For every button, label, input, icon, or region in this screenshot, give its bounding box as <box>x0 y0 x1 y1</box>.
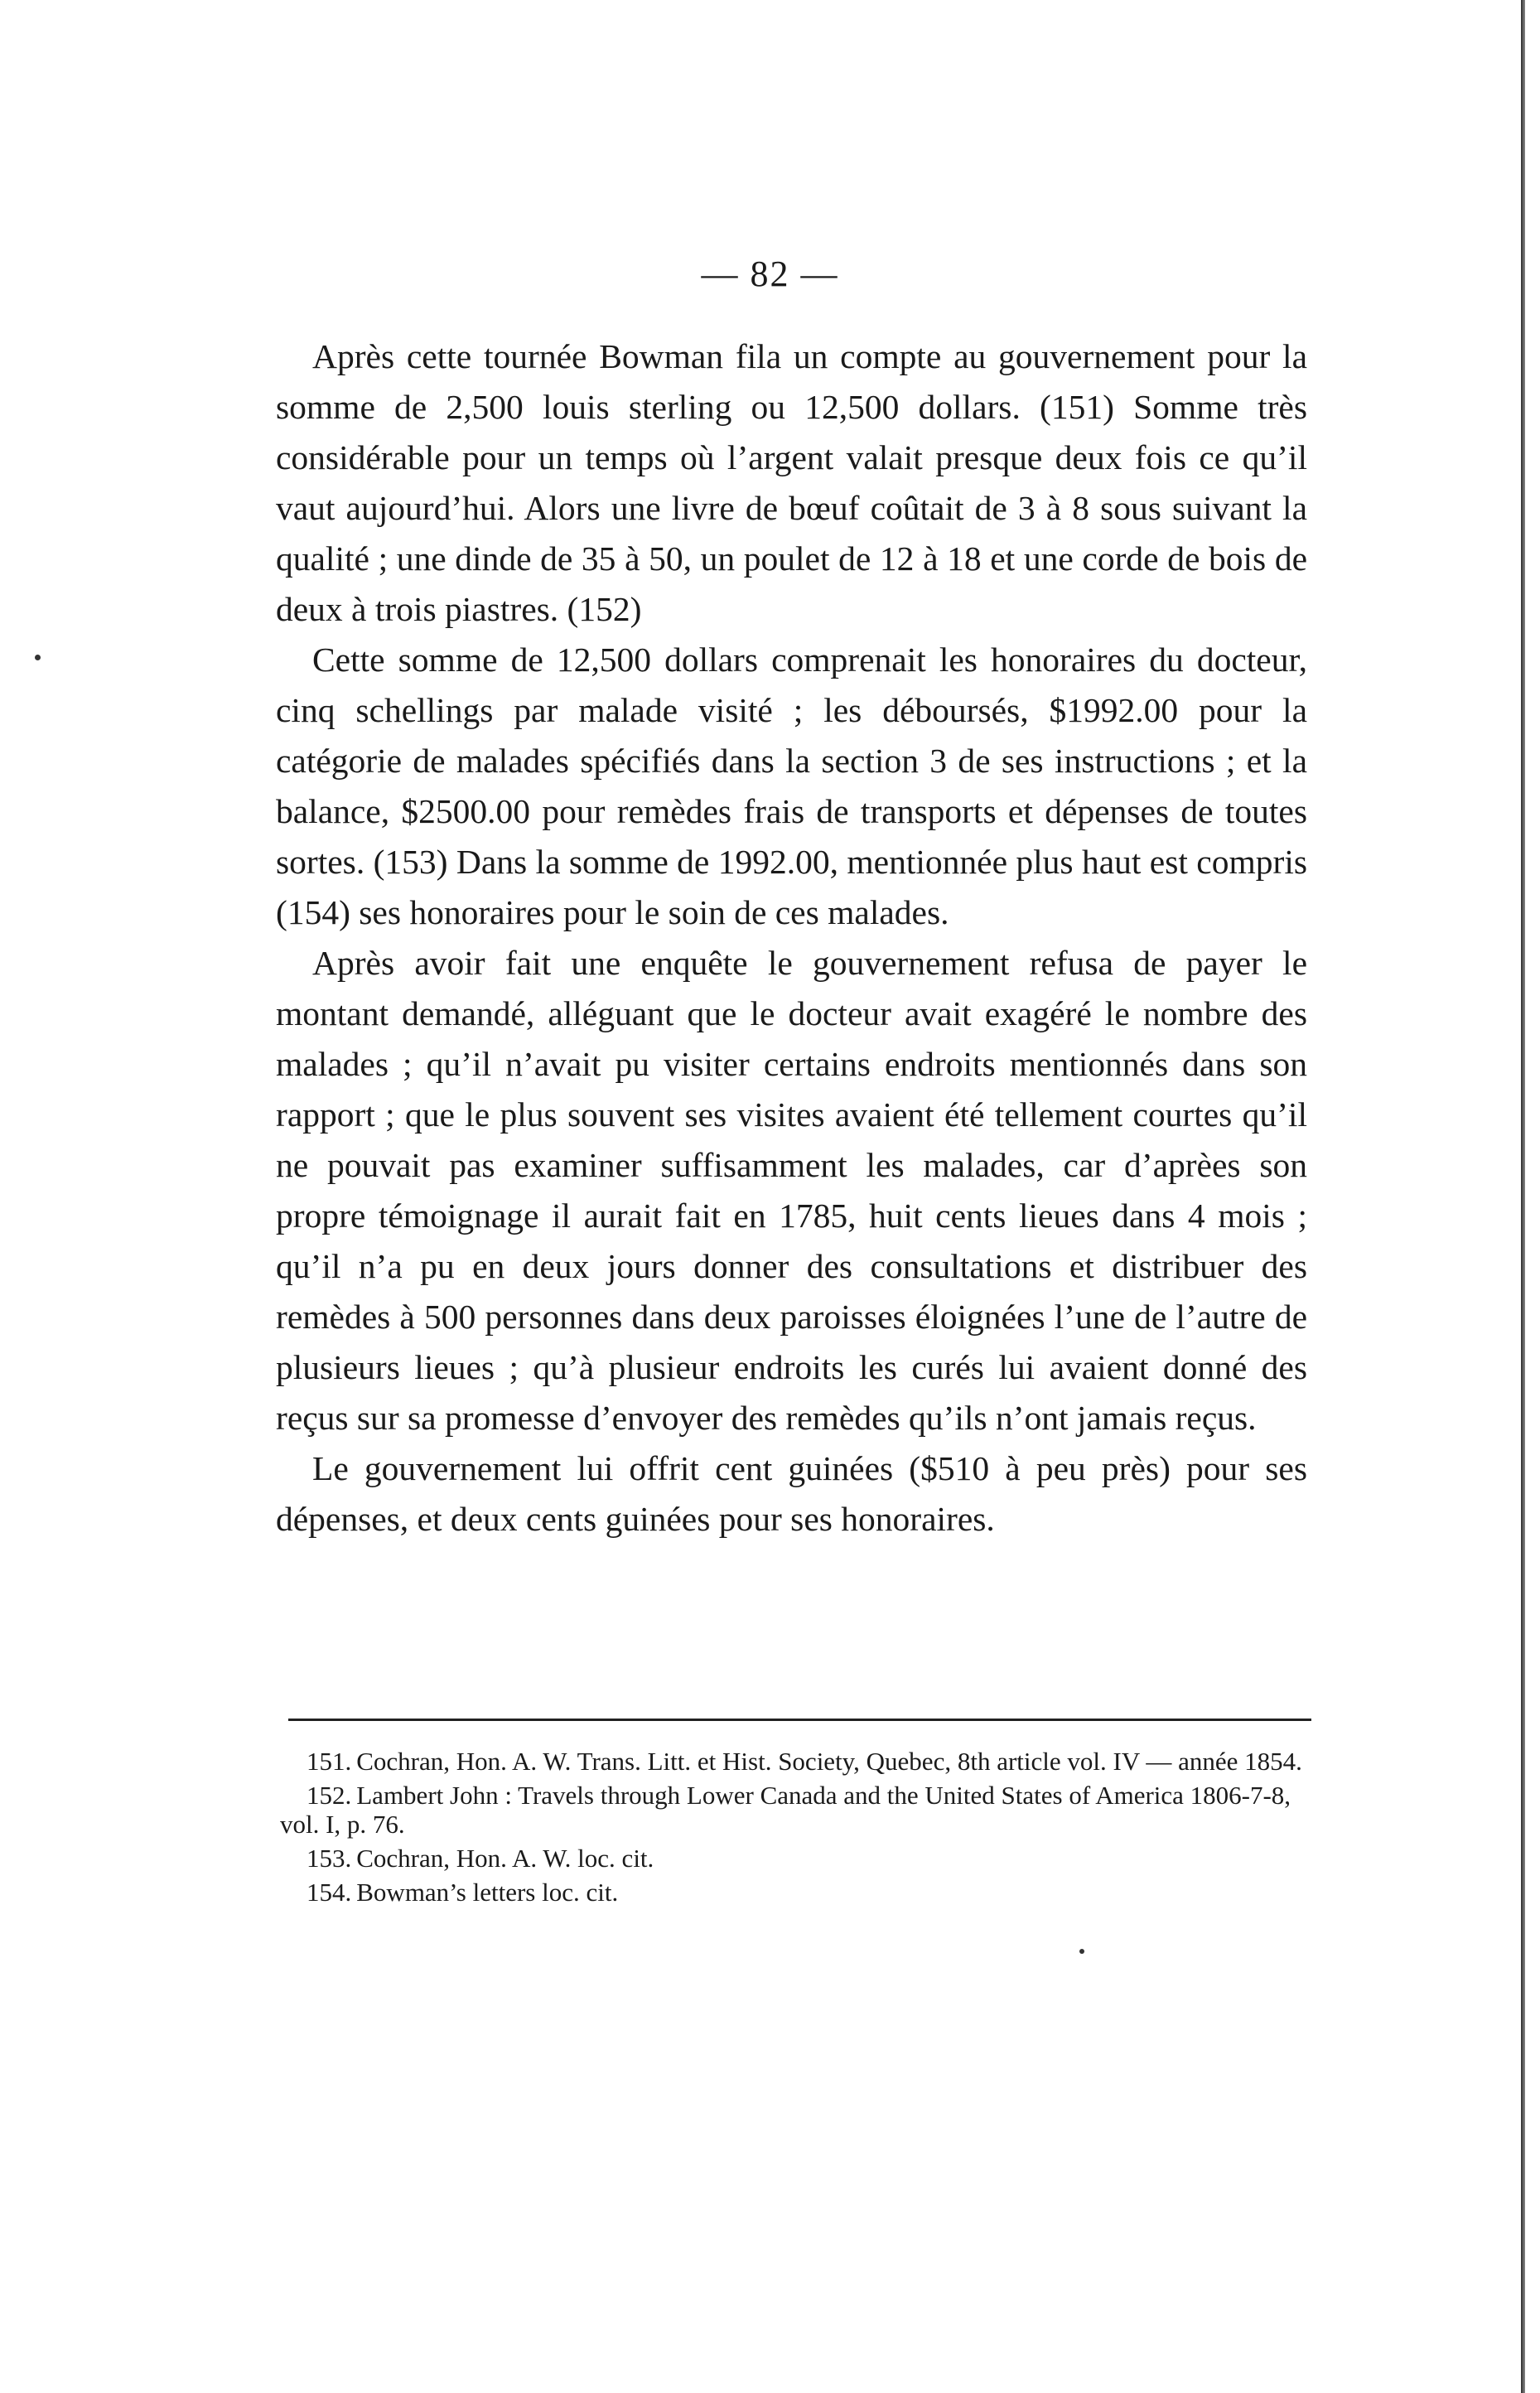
body-text <box>276 331 1307 1545</box>
footnote <box>280 1781 1311 1839</box>
footnote-number: 154. <box>307 1878 352 1907</box>
page-number: — 82 — <box>701 254 839 294</box>
footnote-number: 151. <box>307 1747 352 1776</box>
footnote-text: Cochran, Hon. A. W. Trans. Litt. et Hist. Society, Quebec, 8th article vol. IV — année 1854. <box>356 1747 1302 1776</box>
footnote-number: 153. <box>307 1844 352 1873</box>
paragraph: Le gouvernement lui offrit cent guinées ($510 à peu près) pour ses dépenses, et deux cents guinées pour ses honoraires. <box>276 1449 1307 1538</box>
paragraph: Après avoir fait une enquête le gouvernement refusa de payer le montant demandé, alléguant que le docteur avait exagéré le nombre des malades ; qu’il n’avait pu visiter certains endroits mentionnés dans son rapport ; que le plus souvent ses visites avaient été tellement courtes qu’il ne pouvait pas examiner suffisamment les malades, car d’aprèes son propre témoignage il aurait fait en 1785, huit cents lieues dans 4 mois ; qu’il n’a pu en deux jours donner des consultations et distribuer des remèdes à 500 personnes dans deux paroisses éloignées l’une de l’autre de plusieurs lieues ; qu’à plusieur endroits les curés lui avaient donné des reçus sur sa promesse d’envoyer des remèdes qu’ils n’ont jamais reçus. <box>276 944 1307 1437</box>
footnote-divider <box>288 1719 1311 1721</box>
paragraph: Après cette tournée Bowman fila un compte au gouvernement pour la somme de 2,500 louis sterling ou 12,500 dollars. (151) Somme très considérable pour un temps où l’argent valait presque deux fois ce qu’il vaut aujourd’hui. Alors une livre de bœuf coûtait de 3 à 8 sous suivant la qualité ; une dinde de 35 à 50, un poulet de 12 à 18 et une corde de bois de deux à trois piastres. (152) <box>276 337 1307 628</box>
footnote-text: Lambert John : Travels through Lower Canada and the United States of America 1806-7-8, vol. I, p. 76. <box>280 1781 1291 1839</box>
ink-speck <box>1079 1949 1084 1954</box>
page-edge <box>1521 0 1525 2393</box>
footnote <box>280 1747 1311 1776</box>
paragraph: Cette somme de 12,500 dollars comprenait les honoraires du docteur, cinq schellings par malade visité ; les déboursés, $1992.00 pour la catégorie de malades spécifiés dans la section 3 de ses instructions ; et la balance, $2500.00 pour remèdes frais de transports et dépenses de toutes sortes. (153) Dans la somme de 1992.00, mentionnée plus haut est compris (154) ses honoraires pour le soin de ces malades. <box>276 641 1307 931</box>
ink-speck <box>35 655 41 660</box>
footnote <box>280 1878 1311 1907</box>
footnote-number: 152. <box>307 1781 352 1810</box>
footnotes <box>280 1747 1311 1912</box>
footnote <box>280 1844 1311 1873</box>
footnote-text: Bowman’s letters loc. cit. <box>356 1878 619 1907</box>
footnote-text: Cochran, Hon. A. W. loc. cit. <box>356 1844 654 1873</box>
